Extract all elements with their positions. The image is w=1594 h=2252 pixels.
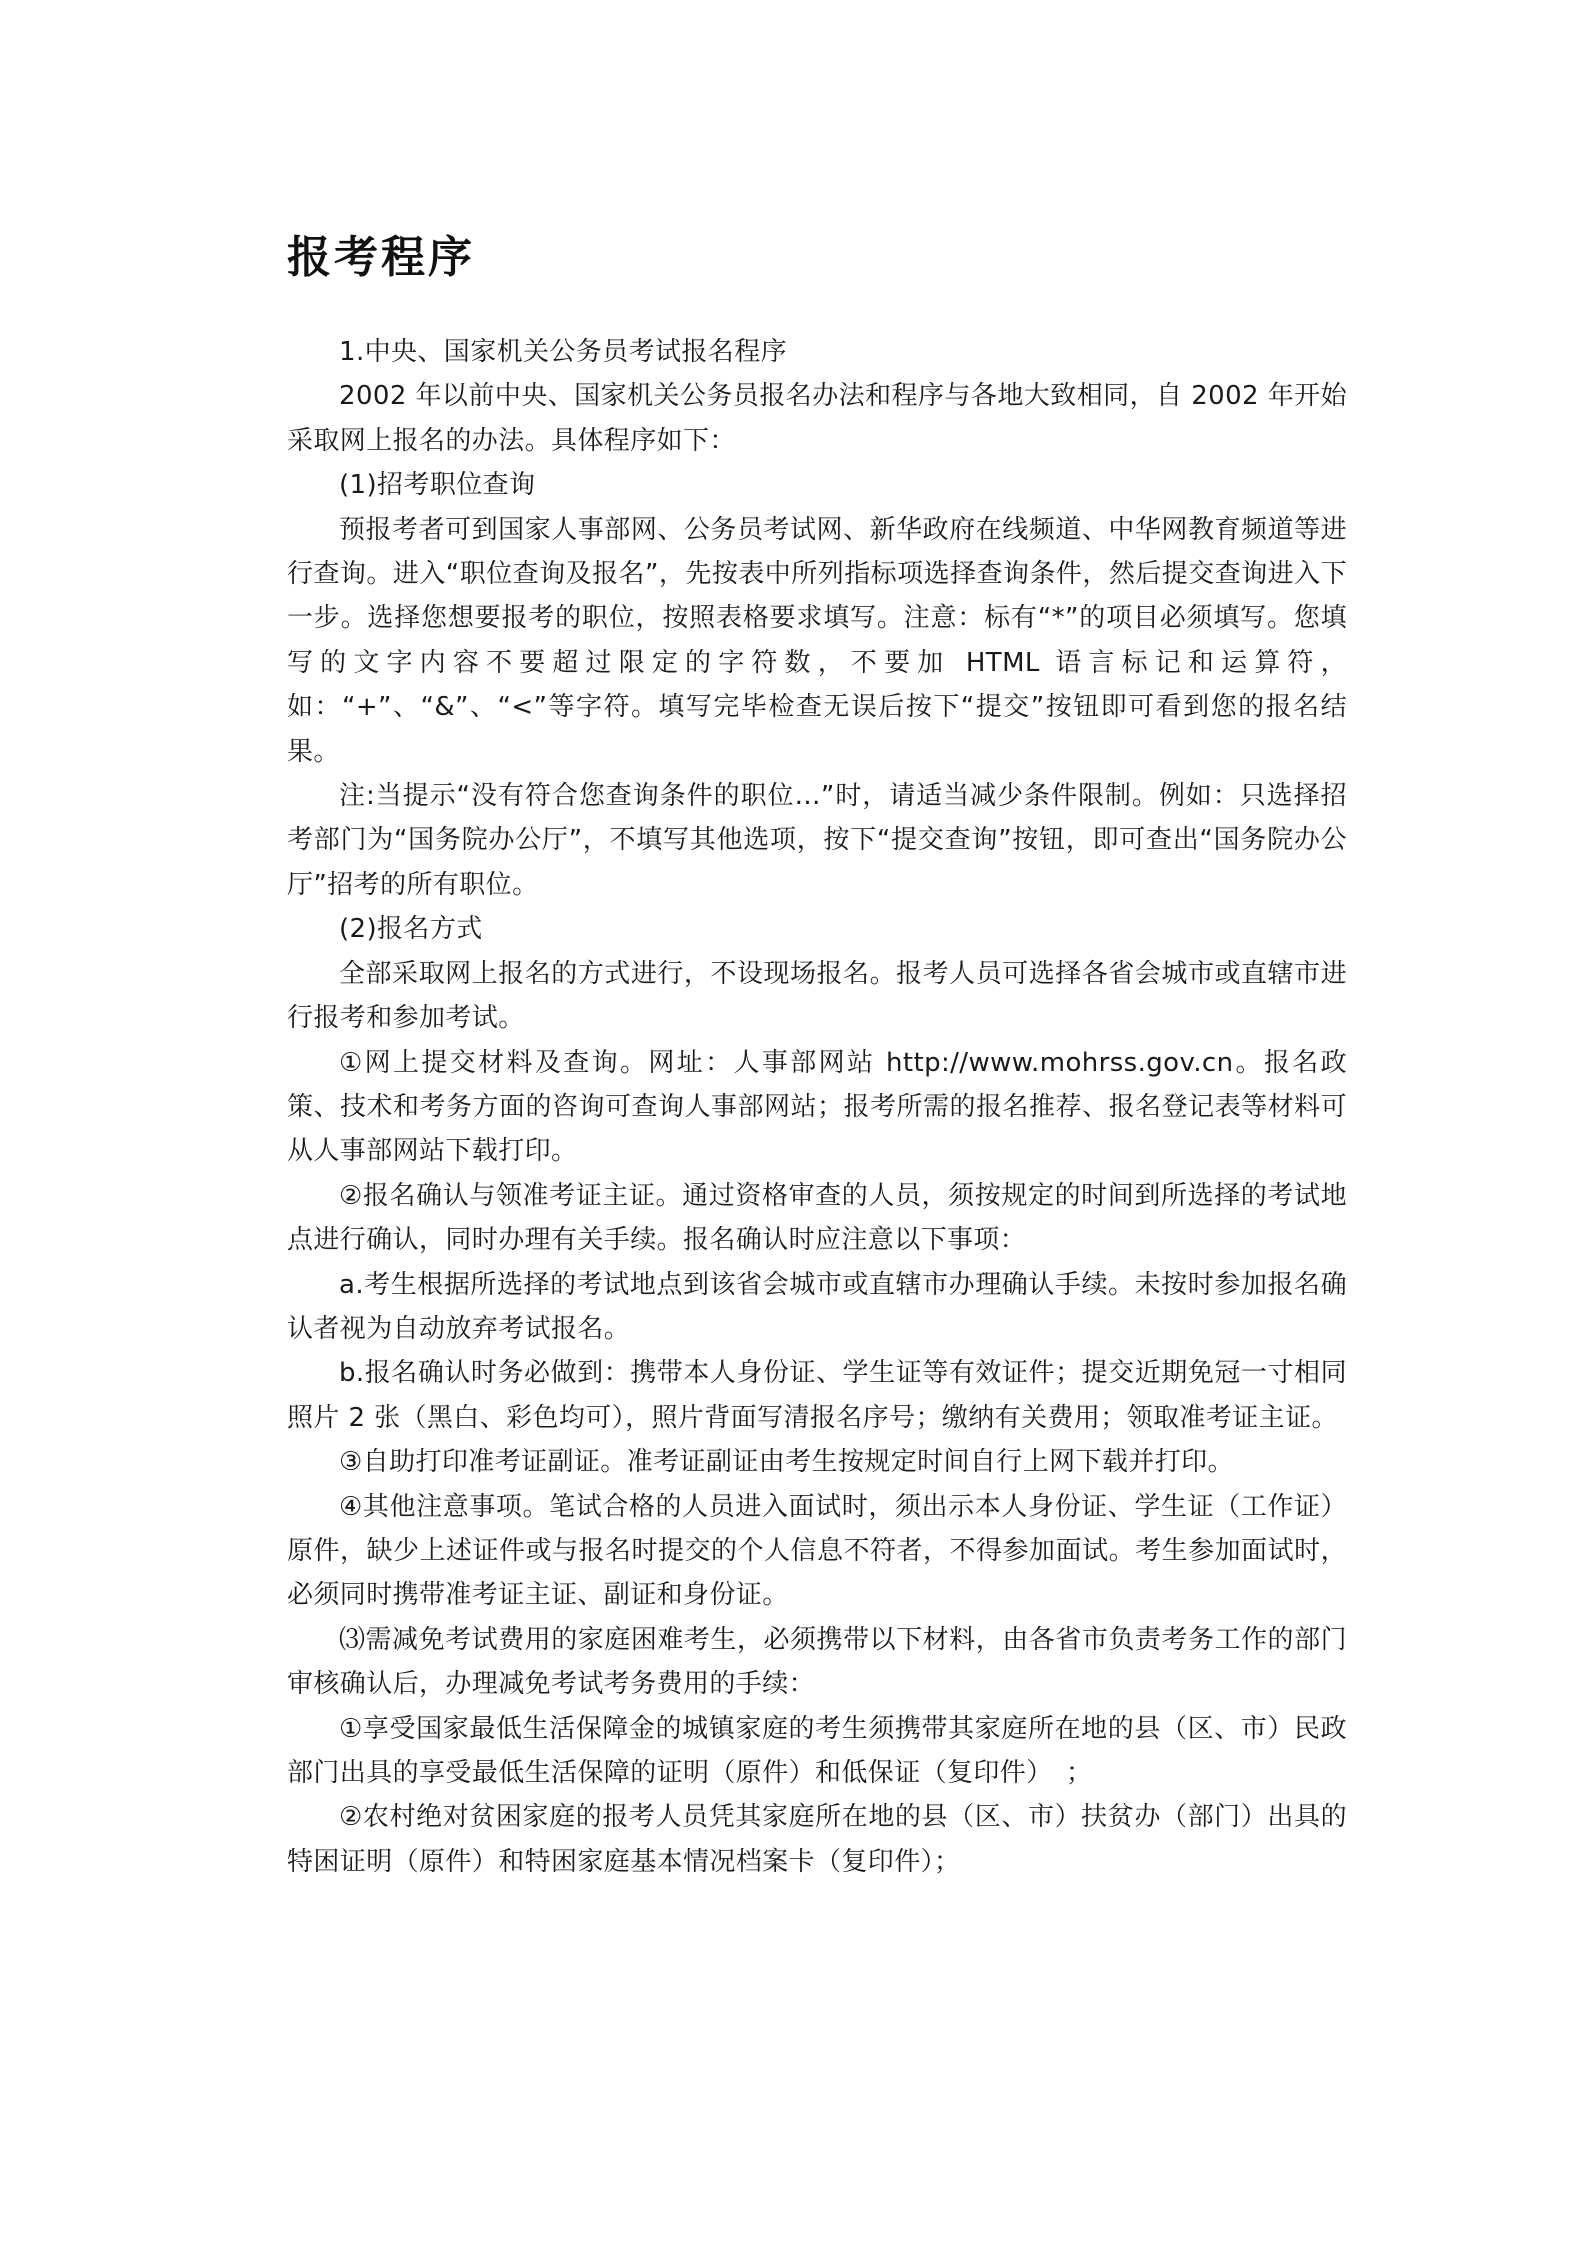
- paragraph-print-admission: ③自助打印准考证副证。准考证副证由考生按规定时间自行上网下载并打印。: [339, 1447, 1234, 1478]
- paragraph-urban-low-income: ①享受国家最低生活保障金的城镇家庭的考生须携带其家庭所在地的县（区、市）民政部门出具的享受最低生活保障的证明（原件）和低保证（复印件） ；: [287, 1713, 1347, 1788]
- paragraph-item-b: b.报名确认时务必做到：携带本人身份证、学生证等有效证件；提交近期免冠一寸相同照片 2 张（黑白、彩色均可），照片背面写清报名序号；缴纳有关费用；领取准考证主证。: [287, 1358, 1347, 1433]
- subheading-position-query: (1)招考职位查询: [339, 470, 536, 501]
- paragraph-rural-poverty: ②农村绝对贫困家庭的报考人员凭其家庭所在地的县（区、市）扶贫办（部门）出具的特困证明（原件）和特困家庭基本情况档案卡（复印件）；: [287, 1802, 1347, 1877]
- paragraph-query-note: 注:当提示“没有符合您查询条件的职位…”时，请适当减少条件限制。例如：只选择招考部门为“国务院办公厅”，不填写其他选项，按下“提交查询”按钮，即可查出“国务院办公厅”招考的所有职位。: [287, 781, 1347, 900]
- paragraph-fee-reduction: ⑶需减免考试费用的家庭困难考生，必须携带以下材料，由各省市负责考务工作的部门审核确认后，办理减免考试考务费用的手续：: [287, 1624, 1347, 1700]
- document-body: [287, 330, 1347, 1884]
- paragraph-registration-confirmation: ②报名确认与领准考证主证。通过资格审查的人员，须按规定的时间到所选择的考试地点进行确认，同时办理有关手续。报名确认时应注意以下事项：: [287, 1180, 1347, 1256]
- paragraph-online-submission: ①网上提交材料及查询。网址：人事部网站 http://www.mohrss.gov.cn。报名政策、技术和考务方面的咨询可查询人事部网站；报考所需的报名推荐、报名登记表等材料可从人事部网站下载打印。: [287, 1047, 1347, 1167]
- paragraph-registration-method: 全部采取网上报名的方式进行，不设现场报名。报考人员可选择各省会城市或直辖市进行报考和参加考试。: [287, 958, 1347, 1034]
- section-heading-central-exam: 1.中央、国家机关公务员考试报名程序: [339, 337, 788, 367]
- subheading-registration-method: (2)报名方式: [339, 914, 483, 945]
- paragraph-other-notes: ④其他注意事项。笔试合格的人员进入面试时，须出示本人身份证、学生证（工作证）原件，缺少上述证件或与报名时提交的个人信息不符者，不得参加面试。考生参加面试时，必须同时携带准考证主证、副证和身份证。: [287, 1491, 1347, 1611]
- paragraph-intro: 2002 年以前中央、国家机关公务员报名办法和程序与各地大致相同，自 2002 年开始采取网上报名的办法。具体程序如下：: [287, 381, 1347, 456]
- paragraph-item-a: a.考生根据所选择的考试地点到该省会城市或直辖市办理确认手续。未按时参加报名确认者视为自动放弃考试报名。: [287, 1269, 1347, 1344]
- document-title: 报考程序: [287, 232, 475, 283]
- paragraph-position-query: 预报考者可到国家人事部网、公务员考试网、新华政府在线频道、中华网教育频道等进行查询。进入“职位查询及报名”，先按表中所列指标项选择查询条件，然后提交查询进入下一步。选择您想要报考的职位，按照表格要求填写。注意：标有“*”的项目必须填写。您填写的文字内容不要超过限定的字符数，不要加 HTML 语言标记和运算符，如：“+”、“&”、“<”等字符。填写完毕检查无误后按下“提交”按钮即可看到您的报名结果。: [287, 514, 1347, 767]
